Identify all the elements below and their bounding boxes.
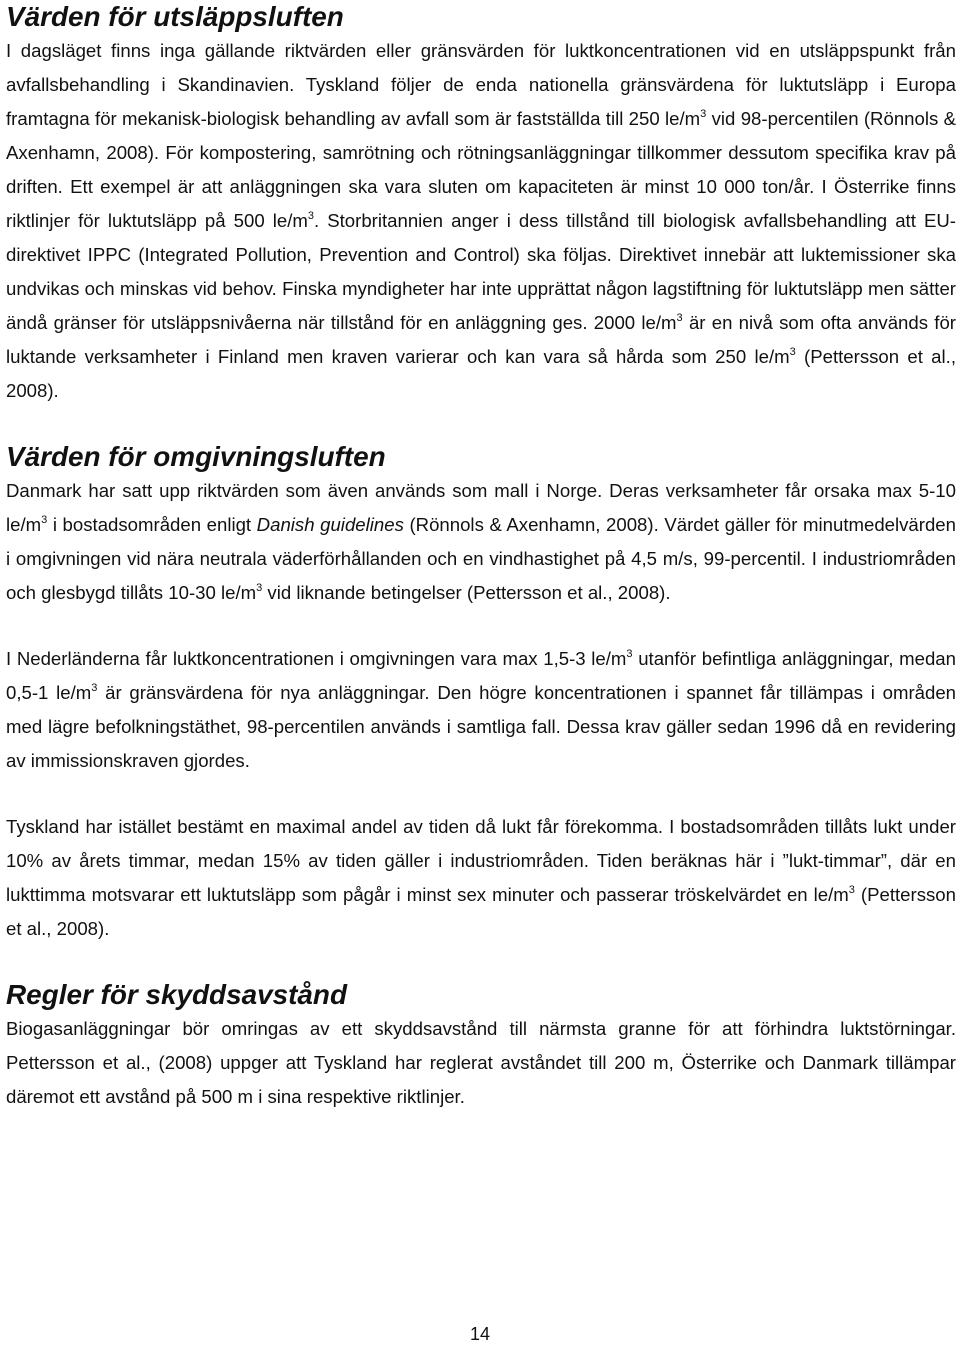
superscript: 3 — [307, 210, 314, 223]
superscript: 3 — [91, 682, 98, 695]
superscript: 3 — [256, 582, 263, 595]
text-run: (Pettersson et al., 2008). — [6, 346, 956, 401]
superscript: 3 — [700, 108, 707, 121]
text-run: . Storbritannien anger i dess tillstånd till biologisk avfallsbehandling att EU-direktivet IPPC (Integrated Pollution, Prevention and Control) ska följas. Direktivet innebär att luktemissioner ska undvikas och minskas vid behov. Finska myndigheter har inte upprättat någon lagstiftning för luktutsläpp men sätter ändå gränser för utsläppsnivåerna när tillstånd för en anläggning ges. 2000 le/m — [6, 210, 956, 333]
text-run: vid 98-percentilen (Rönnols & Axenhamn, 2008). För kompostering, samrötning och rötningsanläggningar tillkommer dessutom specifika krav på driften. Ett exempel är att anläggningen ska vara sluten om kapaciteten är minst 10 000 ton/år. I Österrike finns riktlinjer för luktutsläpp på 500 le/m — [6, 108, 956, 231]
paragraph-tyskland — [6, 810, 956, 946]
superscript: 3 — [626, 648, 633, 661]
paragraph-nederlanderna — [6, 642, 956, 778]
paragraph-danmark — [6, 474, 956, 610]
paragraph-utslappsluften — [6, 34, 956, 408]
text-run: Danmark har satt upp riktvärden som även används som mall i Norge. Deras verksamheter får orsaka max 5-10 le/m — [6, 480, 956, 535]
text-run: (Rönnols & Axenhamn, 2008). Värdet gäller för minutmedelvärden i omgivningen vid nära neutrala väderförhållanden och en vindhastighet på 4,5 m/s, 99-percentil. I industriområden och glesbygd tillåts 10-30 le/m — [6, 514, 956, 603]
text-run: i bostadsområden enligt — [47, 514, 257, 535]
text-run: är gränsvärdena för nya anläggningar. Den högre koncentrationen i spannet får tillämpas i områden med lägre befolkningstäthet, 98-percentilen används i samtliga fall. Dessa krav gäller sedan 1996 då en revidering av immissionskraven gjordes. — [6, 682, 956, 771]
text-run: Biogasanläggningar bör omringas av ett skyddsavstånd till närmsta granne för att förhindra luktstörningar. Pettersson et al., (2008) uppger att Tyskland har reglerat avståndet till 200 m, Österrike och Danmark tillämpar däremot ett avstånd på 500 m i sina respektive riktlinjer. — [6, 1018, 956, 1107]
section-heading-omgivningsluften: Värden för omgivningsluften — [6, 441, 386, 472]
superscript: 3 — [789, 346, 796, 359]
text-run: Tyskland har istället bestämt en maximal andel av tiden då lukt får förekomma. I bostadsområden tillåts lukt under 10% av årets timmar, medan 15% av tiden gäller i industriområden. Tiden beräknas här i ”lukt-timmar”, där en lukttimma motsvarar ett luktutsläpp som pågår i minst sex minuter och passerar tröskelvärdet en le/m — [6, 816, 956, 905]
text-run: är en nivå som ofta används för luktande verksamheter i Finland men kraven varierar och kan vara så hårda som 250 le/m — [6, 312, 957, 367]
superscript: 3 — [41, 514, 48, 527]
paragraph-skyddsavstand — [6, 1012, 956, 1114]
text-run: (Pettersson et al., 2008). — [6, 884, 956, 939]
section-heading-skyddsavstand: Regler för skyddsavstånd — [6, 979, 348, 1010]
page-number: 14 — [469, 1324, 491, 1344]
text-run: I Nederländerna får luktkoncentrationen i omgivningen vara max 1,5-3 le/m — [6, 648, 627, 669]
section-heading-utslappsluften: Värden för utsläppsluften — [6, 1, 344, 32]
superscript: 3 — [848, 884, 855, 897]
text-run: I dagsläget finns inga gällande riktvärden eller gränsvärden för luktkoncentrationen vid en utsläppspunkt från avfallsbehandling i Skandinavien. Tyskland följer de enda nationella gränsvärdena för luktutsläpp i Europa framtagna för mekanisk-biologisk behandling av avfall som är fastställda till 250 le/m — [6, 40, 956, 129]
text-run: vid liknande betingelser (Pettersson et al., 2008). — [262, 582, 671, 603]
text-run: utanför befintliga anläggningar, medan 0,5-1 le/m — [6, 648, 956, 703]
italic-term: Danish guidelines — [256, 514, 404, 535]
superscript: 3 — [676, 312, 683, 325]
